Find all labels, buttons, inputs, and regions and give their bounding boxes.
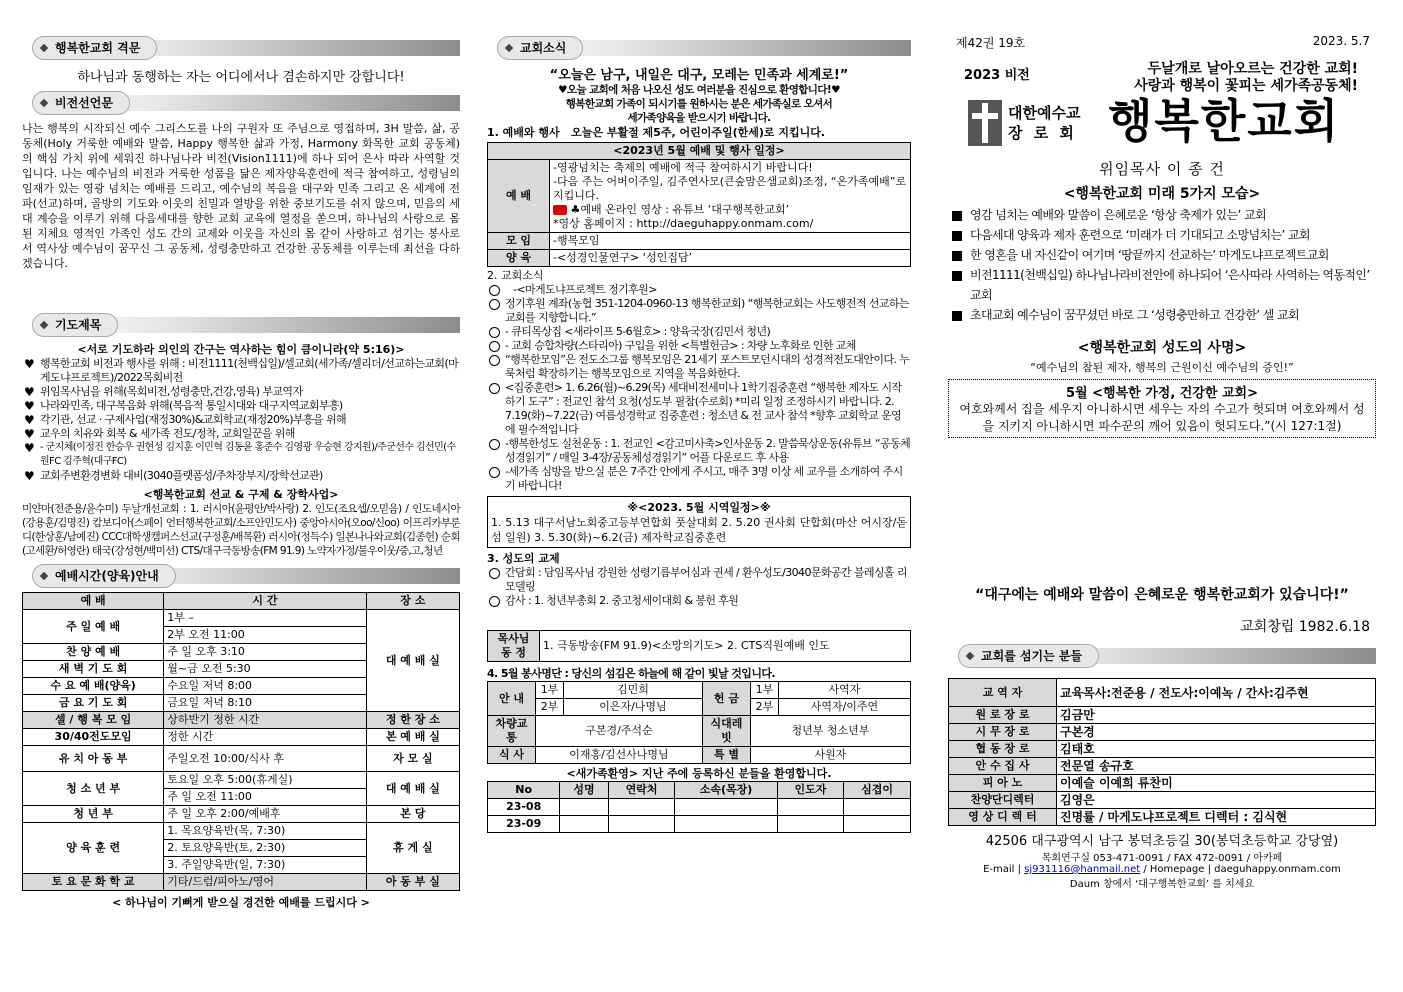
prayer-item: ♥ 위임목사님을 위해(목회비전,성령충만,건강,영육) 부교역자: [22, 385, 460, 399]
row-time: 1. 목요양육반(목, 7:30): [164, 823, 366, 840]
row-place: 대 예 배 실: [366, 610, 459, 712]
future-item: 한 영혼을 내 자신같이 여기며 ‘땅끝까지 선교하는’ 마게도냐프로젝트교회: [948, 245, 1376, 265]
serve-cell: 사역자: [778, 682, 910, 699]
news-header: [487, 36, 911, 60]
homepage: / Homepage | daeguhappy.onmam.com: [1143, 864, 1341, 875]
row-place: 자 모 실: [366, 746, 459, 772]
daum-search: Daum 창에서 ‘대구행복한교회’ 를 치세요: [1069, 879, 1255, 890]
serve-cell: 1부: [750, 682, 778, 699]
schedule-label: 양 육: [488, 250, 550, 267]
youtube-icon: [553, 205, 567, 215]
serve-label: 헌 금: [702, 682, 750, 716]
serve-cell: 1부: [536, 682, 564, 699]
visitor-no: 23-08: [488, 799, 560, 816]
pastor-text: 1. 극동방송(FM 91.9)<소망의기도> 2. CTS직원예배 인도: [540, 631, 911, 662]
serve-label: 안 내: [488, 682, 536, 716]
youtube-line: [553, 203, 907, 217]
prayer-header: [22, 313, 460, 337]
row-time: 주일오전 10:00/식사 후: [164, 746, 366, 772]
news-item: - 큐티목상집 <새라이프 5-6월호> : 양육국장(김민서 청년): [487, 325, 911, 339]
visitor-table: [487, 781, 911, 833]
row-label: 새 벽 기 도 회: [23, 661, 164, 678]
staff-names: 김영은: [1057, 792, 1376, 809]
motto-text: 하나님과 동행하는 자는 어디에서나 겸손하지만 강합니다!: [77, 70, 405, 85]
prayer-title: 기도제목: [32, 313, 118, 337]
row-time: 주 일 오후 2:00/예배후: [164, 806, 366, 823]
prayer-item: ♥ 교우의 치유와 회복 & 세가족 전도/정착, 교회일꾼을 위해: [22, 427, 460, 441]
schedule-line: -영광넘치는 축제의 예배에 적극 참여하시기 바랍니다!: [553, 161, 813, 174]
row-place: 본 예 배 실: [366, 729, 459, 746]
serve-label: 식대레빗: [702, 716, 750, 747]
row-time: 3. 주일양육반(일, 7:30): [164, 857, 366, 874]
row-label: 찬 양 예 배: [23, 644, 164, 661]
fellowship-item: 감사 : 1. 청년부총회 2. 중고청세이대회 & 봉헌 후원: [487, 594, 911, 608]
staff-names: 김금만: [1057, 707, 1376, 724]
prayer-heading: <서로 기도하라 의인의 간구는 역사하는 힘이 큼이니라(약 5:16)>: [77, 343, 405, 356]
row-place: 정 한 장 소: [366, 712, 459, 729]
right-column: [948, 0, 1376, 992]
row-label: 청 년 부: [23, 806, 164, 823]
staff-names: 김태호: [1057, 741, 1376, 758]
schedule-heading: <2023년 5월 예배 및 행사 일정>: [488, 143, 911, 160]
monthly-schedule-text: 1. 5.13 대구서남노회중고등부연합회 풋살대회 2. 5.20 권사회 단합회(마산 어시장/돋섬 일원) 3. 5.30(화)~6.2(금) 제자학교집중훈련: [491, 516, 907, 544]
news-item: -행복한성도 실천운동 : 1. 전교인 <감고미사축>인사운동 2. 말씀묵상운동(유튜브 “공동체성경읽기” / 매일 3-4장/공동체성경읽기” 어플 다운로드 후 사용: [487, 437, 911, 465]
slogan: “오늘은 남구, 내일은 대구, 모레는 민족과 세계로!”: [549, 68, 849, 83]
middle-column: [487, 0, 911, 992]
future-item: 영감 넘치는 예배와 말씀이 은혜로운 ‘항상 축제가 있는’ 교회: [948, 205, 1376, 225]
vision-line-1: 두날개로 날아오르는 건강한 교회!: [1147, 61, 1358, 77]
schedule-line: ♣예배 온라인 영상 : 유튜브 ‘대구행복한교회’: [570, 203, 790, 216]
row-place: 본 당: [366, 806, 459, 823]
row-place: 대 예 배 실: [366, 772, 459, 806]
row-time: 월~금 오전 5:30: [164, 661, 366, 678]
schedule-table: [487, 142, 911, 267]
row-time: 주 일 오후 3:10: [164, 644, 366, 661]
row-label: 30/40전도모임: [23, 729, 164, 746]
col-header: 성명: [560, 782, 608, 799]
staff-role: 교 역 자: [949, 679, 1057, 707]
future-item: 다음세대 양육과 제자 훈련으로 ‘미래가 더 기대되고 소망넘치는’ 교회: [948, 225, 1376, 245]
motto-title: 행복한교회 격문: [32, 36, 157, 60]
worship-header: [22, 564, 460, 588]
homepage-link[interactable]: *영상 홈페이지 : http://daeguhappy.onmam.com/: [553, 217, 814, 230]
serve-table: [487, 681, 911, 764]
vision-line-2: 사랑과 행복이 꽃피는 세가족공동체!: [1134, 78, 1358, 94]
news-title: 교회소식: [497, 36, 583, 60]
row-time: 금요일 저녁 8:10: [164, 695, 366, 712]
row-label: 주 일 예 배: [23, 610, 164, 644]
verse-text: 여호와께서 집을 세우지 아니하시면 세우는 자의 수고가 헛되며 여호와께서 성을 지키지 아니하시면 파수꾼의 깨어 있음이 헛되도다.”(시 127:1절): [959, 402, 1365, 433]
mission-sub: “예수님의 참된 제자, 행복의 근원이신 예수님의 증인!”: [1030, 361, 1294, 374]
col-header: 장 소: [366, 593, 459, 610]
row-label: 수 요 예 배(양육): [23, 678, 164, 695]
church-name: 행복한교회: [1108, 94, 1341, 148]
staff-role: 찬양단디렉터: [949, 792, 1057, 809]
email-label: E-mail |: [983, 864, 1021, 875]
staff-header: [948, 644, 1376, 668]
row-time: 2부 오전 11:00: [164, 627, 366, 644]
row-label: 금 요 기 도 회: [23, 695, 164, 712]
year-vision: 2023 비전: [964, 68, 1030, 83]
row-time: 정한 시간: [164, 729, 366, 746]
staff-names: 구본경: [1057, 724, 1376, 741]
serve-cell: 2부: [750, 699, 778, 716]
row-time: 수요일 저녁 8:00: [164, 678, 366, 695]
row-time: 2. 토요양육반(토, 2:30): [164, 840, 366, 857]
staff-table: [948, 678, 1376, 826]
denomination-bottom: 장 로 회: [1008, 124, 1077, 142]
col-header: 연락처: [608, 782, 675, 799]
col-header: 인도자: [777, 782, 844, 799]
vision-title: 비전선언문: [32, 91, 130, 115]
news-item: -<마게도냐프로젝트 정기후원>: [487, 283, 911, 297]
address: 42506 대구광역시 남구 봉덕초등길 30(봉덕초등학교 강당옆): [985, 834, 1339, 849]
section-1: [487, 125, 911, 140]
serve-cell: 이은자/나명님: [564, 699, 703, 716]
motto-header: [22, 36, 460, 60]
staff-role: 피 아 노: [949, 775, 1057, 792]
monthly-schedule-heading: ※<2023. 5월 시역일정>※: [627, 501, 771, 514]
serve-label: 차량교통: [488, 716, 536, 747]
mission-heading: <행복한교회 선교 & 구제 & 장학사업>: [143, 488, 339, 501]
schedule-label: 모 임: [488, 233, 550, 250]
staff-names: 교육목사:전준용 / 전도사:이예녹 / 간사:김주현: [1057, 679, 1376, 707]
issue-date: 2023. 5.7: [1312, 34, 1370, 48]
schedule-label: 예 배: [488, 160, 550, 233]
row-place: 아 동 부 실: [366, 874, 459, 891]
serve-cell: 이재홍/김선사나명님: [536, 747, 703, 764]
vision-block: [948, 58, 1376, 94]
welcome-1: ♥오늘 교회에 처음 나오신 성도 여러분을 진심으로 환영합니다!♥: [558, 84, 840, 96]
section-3-label: 3. 성도의 교제: [487, 552, 560, 565]
staff-role: 시 무 장 로: [949, 724, 1057, 741]
future-list: [948, 205, 1376, 325]
staff-names: 이예슬 이예희 류찬미: [1057, 775, 1376, 792]
staff-title: 교회를 섬기는 분들: [958, 644, 1099, 668]
right-slogan: “대구에는 예배와 말씀이 은혜로운 행복한교회가 있습니다!”: [975, 587, 1349, 603]
prayer-item: ♥ 행복한교회 비전과 행사를 위해 : 비전1111(천백십일)/셀교회(세가족/셀리더/선교하는교회(마게도냐프로젝트)/2022목회비전: [22, 357, 460, 385]
mission-text: 미얀마(전준용/윤수미) 두날개선교회 : 1. 러시아(윤평안/박사랑) 2. 인도(조요셉/오믿음) / 인도네시아(강용훈/김명진) 캄보디아(스페이 언터행복한교회/소프안민도사) 중앙아시아(오oo/신oo) 이프리카부룬디(한상훈/남예진) CCC대학생캠퍼스선교(구정훈/배목환) 러시아(정득수) 일본나나와교회(김종헌) 순회(고세환/허영란) 태국(강성현/백미선) CTS/대구극동방송(FM 91.9) 노약자가정/불우이웃/중,고,청년: [22, 503, 460, 557]
denomination-top: 대한예수교: [1008, 104, 1081, 122]
section-text: 오늘은 부활절 제5주, 어린이주일(한세)로 지킵니다.: [571, 126, 826, 139]
senior-pastor: 위임목사 이 종 건: [1099, 160, 1225, 178]
founded-date: 교회창립 1982.6.18: [1240, 619, 1370, 635]
left-column: [22, 0, 460, 992]
row-place: 휴 게 실: [366, 823, 459, 874]
row-time: 토요일 오후 5:00(휴게실): [164, 772, 366, 789]
worship-title: 예배시간(양육)안내: [32, 564, 176, 588]
col-header: No: [488, 782, 560, 799]
serve-cell: 사역자/이주연: [778, 699, 910, 716]
prayer-item: ♥ 교회주변환경변화 대비(3040플랫폼성/주차장부지/장학선교관): [22, 469, 460, 483]
prayer-item: ♥ 각기관, 선교 · 구제사업(재정30%)&교회학교(재정20%)부흥을 위해: [22, 413, 460, 427]
schedule-line: -다음 주는 어버이주일, 김주연사모(큰숲맘은샘교회)조정, “온가족예배”로 지킵니다.: [553, 175, 907, 202]
schedule-worship: [550, 160, 911, 233]
volume: 제42권 19호: [956, 36, 1026, 50]
serve-label: 식 사: [488, 747, 536, 764]
staff-role: 안 수 집 사: [949, 758, 1057, 775]
serve-cell: 김민희: [564, 682, 703, 699]
month-heading: 5월 <행복한 가정, 건강한 교회>: [1065, 386, 1258, 401]
fellowship-item: 간담회 : 담임목사님 강원한 성령기름부어심과 권세 / 환우성도/3040문화공간 블레싱홀 리모델링: [487, 566, 911, 594]
email-link[interactable]: sj931116@hanmail.net: [1024, 864, 1141, 875]
section-label: 1. 예배와 행사: [487, 126, 560, 139]
serve-cell: 구본경/주석순: [536, 716, 703, 747]
phone: 목회연구실 053-471-0091 / FAX 472-0091 / 아카페: [1041, 853, 1283, 864]
col-header: 예 배: [23, 593, 164, 610]
row-label: 청 소 년 부: [23, 772, 164, 806]
schedule-line: -행복모임: [550, 233, 911, 250]
row-label: 토 요 문 화 학 교: [23, 874, 164, 891]
row-label: 셀 / 행 복 모 임: [23, 712, 164, 729]
serve-cell: 2부: [536, 699, 564, 716]
section-2-label: 2. 교회소식: [487, 269, 544, 282]
pastor-label: 목사님 동 정: [488, 631, 540, 662]
row-time: 주 일 오전 11:00: [164, 789, 366, 806]
news-item: -세가족 심방을 받으실 분은 7주간 안에게 주시고, 매주 3명 이상 세 교우를 소개하여 주시기 바랍니다!: [487, 465, 911, 493]
monthly-schedule-box: [487, 496, 911, 548]
row-time: 기타/드럼/피아노/영어: [164, 874, 366, 891]
future-item: 비전1111(천백십일) 하나님나라비전안에 하나되어 ‘은사따라 사역하는 역동적인’ 교회: [948, 265, 1376, 305]
col-header: 소속(목장): [675, 782, 777, 799]
prayer-item: ♥ - 군지체(이정진 한승우 권현성 김지훈 이민혁 김동윤 홍준수 김영광 우승현 강지원)/주군선수 김선민(수원FC 김주혁(대구FC): [22, 441, 460, 469]
welcome-2: 행복한교회 가족이 되시기를 원하시는 분은 세가족실로 오셔서: [565, 98, 833, 110]
future-item: 초대교회 예수님이 꿈꾸셨던 바로 그 ‘성령충만하고 건강한’ 셀 교회: [948, 305, 1376, 325]
row-label: 양 육 훈 련: [23, 823, 164, 874]
row-time: 상하반기 정한 시간: [164, 712, 366, 729]
cross-icon: [968, 100, 1002, 146]
news-list: [487, 283, 911, 493]
staff-role: 원 로 장 로: [949, 707, 1057, 724]
visitor-heading: <새가족환영> 지난 주에 등록하신 분들을 환영합니다.: [566, 767, 832, 780]
welcome-3: 세가족양육을 받으시기 바랍니다.: [627, 112, 771, 124]
schedule-line: -<성경인물연구> ‘성인집담’: [550, 250, 911, 267]
worship-footer: < 하나님이 기뻐게 받으실 경건한 예배를 드립시다 >: [112, 896, 370, 909]
prayer-list: [22, 357, 460, 483]
vision-header: [22, 91, 460, 115]
contact-line: [948, 864, 1376, 875]
visitor-no: 23-09: [488, 816, 560, 833]
serve-label: 특 별: [702, 747, 750, 764]
logo-block: [948, 94, 1376, 152]
fellowship-list: [487, 566, 911, 608]
serve-cell: 청년부 청소년부: [750, 716, 910, 747]
verse-box: [948, 379, 1376, 438]
mission-heading: <행복한교회 성도의 사명>: [1077, 340, 1247, 356]
col-header: 시 간: [164, 593, 366, 610]
pastor-table: [487, 630, 911, 662]
prayer-item: ♥ 나라와민족, 대구복음화 위해(복음적 통일시대와 대구지역교회부흥): [22, 399, 460, 413]
col-header: 심겹이: [844, 782, 911, 799]
staff-names: 전문열 송규호: [1057, 758, 1376, 775]
vision-text: 나는 행복의 시작되신 예수 그리스도를 나의 구원자 또 주님으로 영접하며, 3H 말씀, 삶, 공동체(Holy 거룩한 예배와 말씀, Happy 행복한 삶과 가정, Harmony 화목한 교회 공동체)의 핵심 가치 위에 세워진 하나님나라 비전(Vision1111)에 하나 되어 은사 따라 사역할 것입니다. 나는 예수님의 비전과 거룩한 성품을 닮은 제자양육훈련에 적극 참여하고, 성령님의 임재가 있는 영광 넘치는 예배를 드리고, 예수님의 복음을 대구와 민족 그리고 온 세계에 전파(선교)하며, 골방의 기도와 이웃의 친밀과 열방을 위한 중보기도를 쉬지 않으며, 믿음의 세대 계승을 이루기 위해 다음세대를 향한 교회 교육에 열정을 쏟으며, 하나님의 사랑으로 몸 된 지체요 영적인 가족인 성도 간의 교제와 이웃을 자신의 몸 같이 사랑하고 섬기는 봉사로서 역사상 예수님이 꿈꾸신 그 공동체, 성령충만하고 건강한 공동체를 이루는데 최선을 다하겠습니다.: [22, 122, 460, 270]
staff-names: 진명률 / 마게도냐프로젝트 디렉터 : 김식현: [1057, 809, 1376, 826]
future-heading: <행복한교회 미래 5가지 모습>: [1063, 186, 1261, 202]
row-time: 1부 –: [164, 610, 366, 627]
worship-table: [22, 592, 460, 891]
row-label: 유 치 아 동 부: [23, 746, 164, 772]
news-item: “행복한모임”은 전도소그룹 행복모임은 21세기 포스트모던시대의 성경적전도대안이다. 누룩처럼 확장하기는 행복모임으로 지역을 복음화한다.: [487, 353, 911, 381]
news-item: <집중훈련> 1. 6.26(월)~6.29(목) 세대비전세미나 1학기집중훈련 “행복한 제자도 시작하기 도구” : 전교인 참석 요청(성도부 필참(수로회) *미리 일정 조정하시기 바랍니다. 2. 7.19(화)~7.22(금) 여름성경학교 집중훈련 : 청소년 & 전 교사 참석 *향후 교회학교 운영에 필수적입니다: [487, 381, 911, 437]
news-item: 정기후원 계좌(농협 351-1204-0960-13 행복한교회) “행복한교회는 사도행전적 선교하는 교회를 지향합니다.”: [487, 297, 911, 325]
staff-role: 영 상 디 렉 터: [949, 809, 1057, 826]
section-4-label: 4. 5월 봉사명단 : 당신의 섬김은 하늘에 해 같이 빛날 것입니다.: [487, 667, 775, 680]
news-item: - 교회 승합차량(스타리아) 구입을 위한 <특별헌금> : 차량 노후화로 인한 교체: [487, 339, 911, 353]
serve-cell: 사원자: [750, 747, 910, 764]
staff-role: 협 동 장 로: [949, 741, 1057, 758]
